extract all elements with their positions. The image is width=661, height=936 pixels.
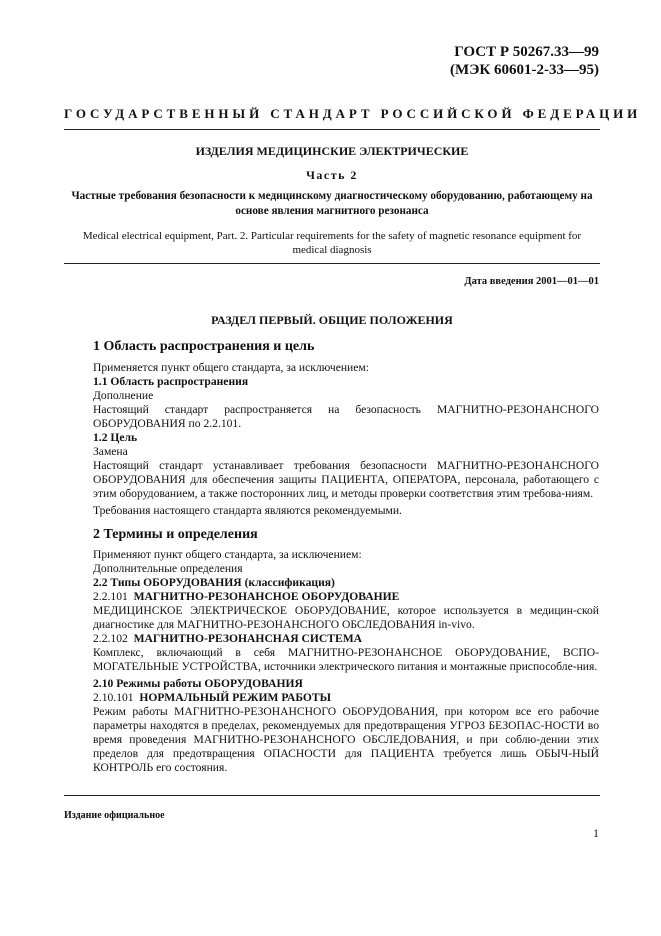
paragraph: Дополнительные определения xyxy=(93,562,243,575)
paragraph: Дополнение xyxy=(93,389,154,402)
header-rule xyxy=(64,129,600,130)
paragraph: Применяется пункт общего стандарта, за исключением: xyxy=(93,361,369,374)
term: МАГНИТНО-РЕЗОНАНСНОЕ ОБОРУДОВАНИЕ xyxy=(133,590,400,603)
paragraph: Настоящий стандарт устанавливает требования безопасности МАГНИТНО-РЕЗОНАНСНОГО ОБОРУДОВАНИЯ для обеспечения защиты ПАЦИЕНТА, ОПЕРАТОРА, персонала, работающего с этим оборудованием, а также посторонних лиц, и методы проверки соответствия этим требова-ниям. xyxy=(93,459,599,500)
term: МАГНИТНО-РЕЗОНАНСНАЯ СИСТЕМА xyxy=(133,632,363,645)
section-2-body xyxy=(93,548,599,775)
footer-rule xyxy=(64,795,600,796)
standard-code: ГОСТ Р 50267.33—99 xyxy=(454,44,599,60)
english-title: Medical electrical equipment, Part. 2. Particular requirements for the safety of magnetic resonance equipment for medical diagnosis xyxy=(82,230,582,256)
paragraph-text: Настоящий стандарт распространяется на безопасность МАГНИТНО-РЕЗОНАНСНОГО ОБОРУДОВАНИЯ по 2.2.101. xyxy=(93,403,599,430)
page-number: 1 xyxy=(593,826,599,840)
paragraph: Комплекс, включающий в себя МАГНИТНО-РЕЗОНАНСНОЕ ОБОРУДОВАНИЕ, ВСПО-МОГАТЕЛЬНЫЕ УСТРОЙСТВА, источники электрического питания и монтажные приспособле-ния. xyxy=(93,646,599,673)
paragraph: Применяют пункт общего стандарта, за исключением: xyxy=(93,548,362,561)
term: НОРМАЛЬНЫЙ РЕЖИМ РАБОТЫ xyxy=(139,691,332,704)
edition-label: Издание официальное xyxy=(64,810,165,821)
document-title: ИЗДЕЛИЯ МЕДИЦИНСКИЕ ЭЛЕКТРИЧЕСКИЕ xyxy=(195,144,469,158)
clause-number: 2.2.101 xyxy=(93,590,128,603)
clause-1-1: 1.1 Область распространения xyxy=(93,375,249,388)
section-1-body xyxy=(93,361,599,518)
definition-2-2-101 xyxy=(93,590,599,604)
section-title: РАЗДЕЛ ПЕРВЫЙ. ОБЩИЕ ПОЛОЖЕНИЯ xyxy=(211,313,453,327)
paragraph: Режим работы МАГНИТНО-РЕЗОНАНСНОГО ОБОРУДОВАНИЯ, при котором все его рабочие параметры находятся в пределах, рекомендуемых для предотвращения УГРОЗ БЕЗОПАС-НОСТИ во время проведения МАГНИТНО-РЕЗОНАНСНОГО ОБСЛЕДОВАНИЯ, и при соблю-дении этих пределов для предотвращения ОПАСНОСТИ для ПАЦИЕНТА требуется лишь ОБЫЧ-НЫЙ КОНТРОЛЬ его состояния. xyxy=(93,705,599,774)
clause-2-2: 2.2 Типы ОБОРУДОВАНИЯ (классификация) xyxy=(93,576,335,589)
heading-scope: 1 Область распространения и цель xyxy=(93,339,315,354)
clause-2-10: 2.10 Режимы работы ОБОРУДОВАНИЯ xyxy=(93,677,303,690)
paragraph: Требования настоящего стандарта являются рекомендуемыми. xyxy=(93,504,402,517)
clause-number: 2.10.101 xyxy=(93,691,134,704)
heading-terms: 2 Термины и определения xyxy=(93,527,258,542)
definition-2-2-102 xyxy=(93,632,599,646)
paragraph: МЕДИЦИНСКОЕ ЭЛЕКТРИЧЕСКОЕ ОБОРУДОВАНИЕ, которое используется в медицин-ской диагностике для МАГНИТНО-РЕЗОНАНСНОГО ОБСЛЕДОВАНИЯ in-vivo. xyxy=(93,604,599,631)
document-subtitle: Частные требования безопасности к медицинскому диагностическому оборудованию, работающему на основе явления магнитного резонанса xyxy=(71,190,593,217)
clause-number: 2.2.102 xyxy=(93,632,128,645)
title-rule xyxy=(64,263,600,264)
part-number: Часть 2 xyxy=(306,168,358,182)
paragraph xyxy=(93,403,599,431)
iec-code: (МЭК 60601-2-33—95) xyxy=(450,62,599,78)
clause-1-2: 1.2 Цель xyxy=(93,431,138,444)
definition-2-10-101 xyxy=(93,691,599,705)
paragraph: Замена xyxy=(93,445,128,458)
effective-date: Дата введения 2001—01—01 xyxy=(464,276,599,287)
state-standard-title: ГОСУДАРСТВЕННЫЙ СТАНДАРТ РОССИЙСКОЙ ФЕДЕРАЦИИ xyxy=(64,106,642,121)
